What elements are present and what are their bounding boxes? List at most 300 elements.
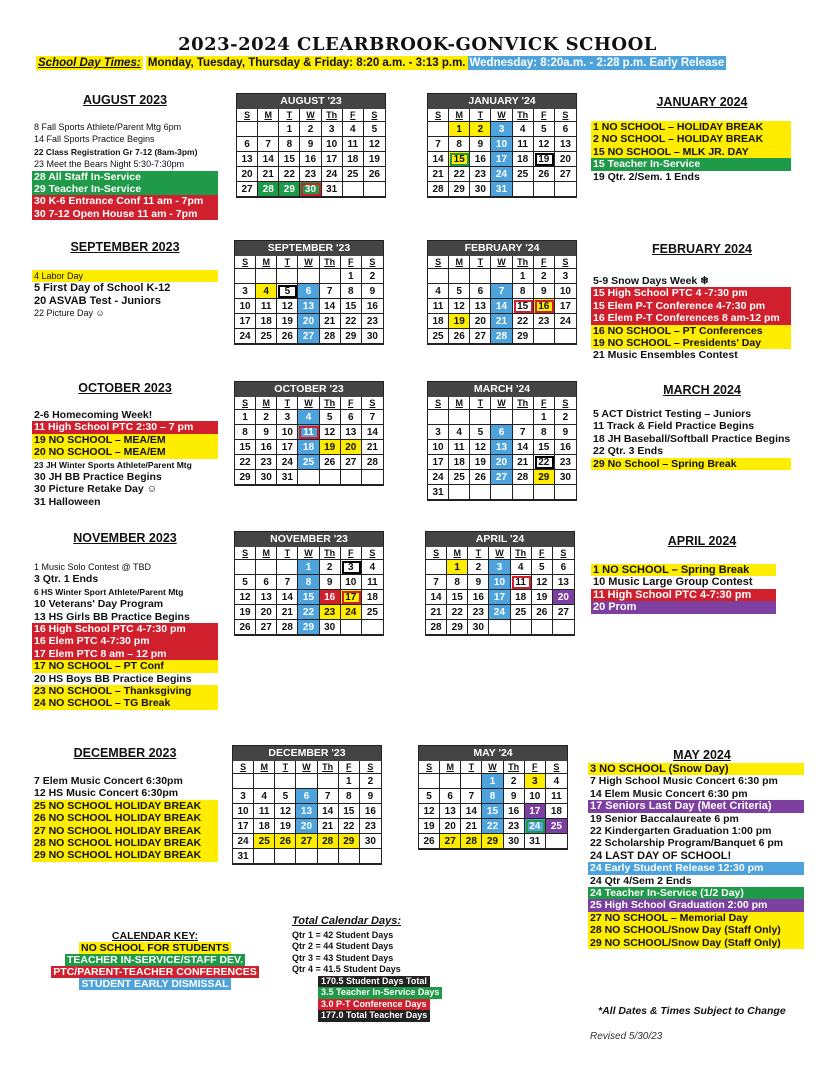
calendar-day: 12	[275, 804, 296, 819]
event-item: 5 ACT District Testing – Juniors	[593, 408, 752, 420]
calendar-header: NOVEMBER '23	[235, 532, 383, 547]
calendar-day	[235, 269, 256, 284]
calendar-day: 11	[298, 425, 319, 440]
event-item: 13 HS Girls BB Practice Begins	[34, 610, 190, 623]
calendar-day: 19	[470, 455, 491, 470]
calendar-day	[461, 774, 482, 789]
calendar-day	[254, 849, 275, 864]
calendar-day: 10	[341, 575, 362, 590]
calendar-apr	[425, 531, 575, 636]
events-dec	[32, 775, 218, 862]
calendar-day: 26	[534, 167, 555, 182]
calendar-day: 1	[534, 410, 555, 425]
calendar-day: 13	[341, 425, 362, 440]
calendar-day: 15	[534, 440, 555, 455]
weekday-label: M	[449, 256, 470, 269]
calendar-day: 16	[362, 299, 383, 314]
calendar-day: 13	[237, 152, 258, 167]
calendar-day: 24	[233, 834, 254, 849]
calendar-day: 10	[233, 804, 254, 819]
calendar-day: 2	[534, 269, 555, 284]
weekday-label: S	[364, 109, 385, 122]
calendar-day	[320, 470, 341, 485]
calendar-day: 17	[555, 299, 576, 314]
quarter-total: Qtr 4 = 41.5 Student Days	[292, 964, 401, 974]
calendar-day	[470, 485, 491, 500]
weekday-label: S	[546, 761, 567, 774]
calendar-day: 8	[339, 789, 360, 804]
calendar-day: 8	[482, 789, 503, 804]
calendar-day: 20	[296, 819, 317, 834]
event-item: 20 HS Boys BB Practice Begins	[34, 672, 192, 685]
calendar-day: 4	[256, 284, 277, 299]
calendar-day: 14	[277, 590, 298, 605]
calendar-day: 20	[470, 314, 491, 329]
calendar-day: 7	[258, 137, 279, 152]
calendar-day: 18	[343, 152, 364, 167]
calendar-day: 16	[300, 152, 321, 167]
calendar-header: JANUARY '24	[428, 94, 576, 109]
calendar-day: 26	[419, 834, 440, 849]
weekday-label: S	[235, 397, 256, 410]
calendar-day: 24	[235, 329, 256, 344]
calendar-day: 10	[322, 137, 343, 152]
calendar-day	[318, 849, 339, 864]
calendar-day: 25	[428, 329, 449, 344]
calendar-day: 16	[555, 440, 576, 455]
weekday-label: F	[341, 256, 362, 269]
weekday-label: W	[489, 547, 510, 560]
event-item: 22 Qtr. 3 Ends	[593, 445, 664, 458]
calendar-day: 3	[341, 560, 362, 575]
calendar-day: 27	[553, 605, 574, 620]
calendar-day: 17	[491, 152, 512, 167]
calendar-day: 1	[482, 774, 503, 789]
calendar-day: 31	[277, 470, 298, 485]
weekday-label: W	[298, 547, 319, 560]
calendar-day: 11	[546, 789, 567, 804]
weekday-label: F	[343, 109, 364, 122]
calendar-day: 29	[279, 182, 300, 197]
events-jan	[591, 121, 791, 183]
key-item: STUDENT EARLY DISMISSAL	[81, 978, 229, 990]
calendar-day: 2	[360, 774, 381, 789]
event-item: 15 Elem P-T Conference 4-7:30 pm	[591, 300, 791, 312]
revised-date: Revised 5/30/23	[590, 1031, 663, 1042]
calendar-day: 23	[504, 819, 525, 834]
calendar-day: 24	[489, 605, 510, 620]
calendar-day	[428, 269, 449, 284]
calendar-dec	[232, 745, 382, 865]
event-item: 30 JH BB Practice Begins	[34, 471, 162, 484]
calendar-day: 19	[419, 819, 440, 834]
event-item: 21 Music Ensembles Contest	[593, 349, 738, 362]
events-feb	[591, 275, 791, 362]
event-item: 10 Veterans' Day Program	[34, 598, 164, 611]
weekday-label: M	[256, 397, 277, 410]
calendar-day: 15	[235, 440, 256, 455]
calendar-day: 18	[428, 314, 449, 329]
calendar-day: 25	[449, 470, 470, 485]
calendar-day: 25	[256, 329, 277, 344]
calendar-day: 1	[235, 410, 256, 425]
event-item: 30 K-6 Entrance Conf 11 am - 7pm	[32, 195, 218, 207]
weekday-label: W	[300, 109, 321, 122]
weekday-label: F	[534, 397, 555, 410]
calendar-day: 2	[555, 410, 576, 425]
event-item: 2-6 Homecoming Week!	[34, 409, 153, 421]
event-item: 30 Picture Retake Day ☺	[34, 483, 158, 496]
calendar-day: 12	[534, 137, 555, 152]
calendar-day: 3	[555, 269, 576, 284]
calendar-day: 1	[447, 560, 468, 575]
calendar-day	[341, 470, 362, 485]
weekday-label: Th	[320, 256, 341, 269]
calendar-day: 3	[489, 560, 510, 575]
event-item: 4 Labor Day	[32, 270, 218, 282]
calendar-day: 13	[553, 575, 574, 590]
calendar-day: 30	[362, 329, 383, 344]
calendar-header: AUGUST '23	[237, 94, 385, 109]
calendar-day: 5	[277, 284, 298, 299]
event-item: 31 Halloween	[34, 495, 101, 508]
calendar-day	[428, 410, 449, 425]
event-item: 7 High School Music Concert 6:30 pm	[590, 775, 778, 788]
calendar-day: 14	[428, 152, 449, 167]
calendar-day: 28	[320, 329, 341, 344]
calendar-day: 19	[320, 440, 341, 455]
event-item: 16 Elem PTC 4-7:30 pm	[32, 635, 218, 647]
calendar-day: 18	[362, 590, 383, 605]
event-item: 29 Teacher In-Service	[32, 183, 218, 195]
key-item: PTC/PARENT-TEACHER CONFERENCES	[53, 966, 257, 978]
calendar-day: 11	[513, 137, 534, 152]
weekday-label: T	[277, 397, 298, 410]
calendar-day: 25	[343, 167, 364, 182]
calendar-day: 21	[320, 314, 341, 329]
calendar-day: 5	[532, 560, 553, 575]
calendar-day: 15	[447, 590, 468, 605]
calendar-day: 22	[482, 819, 503, 834]
events-oct	[32, 409, 218, 508]
calendar-day: 27	[298, 329, 319, 344]
title-feb: FEBRUARY 2024	[651, 242, 753, 256]
calendar-day: 7	[428, 137, 449, 152]
calendar-header: MARCH '24	[428, 382, 576, 397]
calendar-day	[254, 774, 275, 789]
weekday-label: T	[470, 109, 491, 122]
total-box: 177.0 Total Teacher Days	[318, 1010, 430, 1022]
calendar-day: 24	[277, 455, 298, 470]
calendar-day: 13	[440, 804, 461, 819]
calendar-day: 9	[300, 137, 321, 152]
event-item: 14 Elem Music Concert 6:30 pm	[590, 787, 748, 800]
calendar-day: 30	[468, 620, 489, 635]
calendar-day: 22	[341, 314, 362, 329]
calendar-day: 11	[428, 299, 449, 314]
weekday-label: S	[428, 109, 449, 122]
calendar-day: 14	[258, 152, 279, 167]
calendar-day: 20	[491, 455, 512, 470]
calendar-day: 7	[426, 575, 447, 590]
calendar-day: 25	[513, 167, 534, 182]
calendar-day: 11	[511, 575, 532, 590]
calendar-day	[489, 620, 510, 635]
events-sep	[32, 270, 218, 320]
calendar-day: 18	[254, 819, 275, 834]
weekday-label: F	[534, 109, 555, 122]
event-item: 3 NO SCHOOL (Snow Day)	[588, 763, 804, 775]
calendar-day: 15	[339, 804, 360, 819]
events-apr	[591, 564, 776, 614]
weekday-label: F	[525, 761, 546, 774]
school-day-times	[36, 57, 726, 69]
calendar-day	[491, 269, 512, 284]
calendar-day: 8	[449, 137, 470, 152]
calendar-day: 18	[298, 440, 319, 455]
calendar-day: 2	[468, 560, 489, 575]
calendar-day: 12	[449, 299, 470, 314]
calendar-day: 1	[513, 269, 534, 284]
calendar-day: 27	[237, 182, 258, 197]
calendar-day	[426, 560, 447, 575]
calendar-day: 9	[470, 137, 491, 152]
calendar-day: 28	[277, 620, 298, 635]
calendar-day: 29	[513, 329, 534, 344]
calendar-day: 9	[362, 284, 383, 299]
weekday-label: M	[449, 109, 470, 122]
calendar-day: 16	[534, 299, 555, 314]
calendar-day	[511, 620, 532, 635]
quarter-total: Qtr 3 = 43 Student Days	[292, 952, 394, 963]
calendar-day: 29	[534, 470, 555, 485]
calendar-day: 23	[534, 314, 555, 329]
calendar-day: 19	[534, 152, 555, 167]
event-item: 1 Music Solo Contest @ TBD	[34, 562, 152, 572]
weekday-label: W	[298, 256, 319, 269]
calendar-day	[237, 122, 258, 137]
event-item: 30 7-12 Open House 11 am - 7pm	[32, 208, 218, 220]
calendar-day: 2	[320, 560, 341, 575]
calendar-day: 7	[318, 789, 339, 804]
calendar-nov	[234, 531, 384, 636]
calendar-day: 10	[277, 425, 298, 440]
calendar-day: 22	[534, 455, 555, 470]
weekday-label: F	[341, 397, 362, 410]
calendar-day: 28	[258, 182, 279, 197]
calendar-day: 28	[491, 329, 512, 344]
event-item: 17 NO SCHOOL – PT Conf	[32, 660, 218, 672]
calendar-day: 16	[360, 804, 381, 819]
weekday-label: S	[362, 547, 383, 560]
calendar-day: 30	[256, 470, 277, 485]
calendar-day: 23	[362, 314, 383, 329]
calendar-day: 28	[428, 182, 449, 197]
total-box: 3.5 Teacher In-Service Days	[318, 987, 442, 999]
event-item: 1 NO SCHOOL – Spring Break	[591, 564, 776, 576]
calendar-day	[298, 269, 319, 284]
calendar-day: 26	[532, 605, 553, 620]
calendar-header: SEPTEMBER '23	[235, 241, 383, 256]
calendar-day	[258, 122, 279, 137]
weekday-label: W	[491, 256, 512, 269]
weekday-label: S	[362, 397, 383, 410]
calendar-day: 21	[428, 167, 449, 182]
calendar-day: 15	[513, 299, 534, 314]
calendar-day	[553, 620, 574, 635]
calendar-day: 29	[235, 470, 256, 485]
calendar-day: 16	[320, 590, 341, 605]
calendar-day: 12	[364, 137, 385, 152]
event-item: 24 NO SCHOOL – TG Break	[32, 697, 218, 709]
event-item: 15 High School PTC 4 -7:30 pm	[591, 287, 791, 299]
event-item: 25 High School Graduation 2:00 pm	[588, 899, 804, 911]
events-may	[588, 763, 804, 949]
calendar-day: 17	[322, 152, 343, 167]
event-item: 24 Teacher In-Service (1/2 Day)	[588, 887, 804, 899]
calendar-day: 17	[489, 590, 510, 605]
calendar-day: 21	[461, 819, 482, 834]
calendar-day: 31	[491, 182, 512, 197]
event-item: 11 Track & Field Practice Begins	[593, 420, 755, 433]
calendar-day: 6	[553, 560, 574, 575]
calendar-day: 9	[555, 425, 576, 440]
calendar-day: 18	[449, 455, 470, 470]
calendar-day: 14	[426, 590, 447, 605]
calendar-day: 20	[237, 167, 258, 182]
calendar-day: 23	[468, 605, 489, 620]
weekday-label: T	[277, 256, 298, 269]
event-item: 28 NO SCHOOL/Snow Day (Staff Only)	[588, 924, 804, 936]
title-apr: APRIL 2024	[667, 534, 737, 548]
calendar-day: 9	[320, 575, 341, 590]
totals-boxes	[318, 976, 492, 1022]
calendar-day: 11	[254, 804, 275, 819]
weekday-label: S	[555, 109, 576, 122]
calendar-day: 19	[532, 590, 553, 605]
calendar-day: 25	[254, 834, 275, 849]
calendar-day: 15	[341, 299, 362, 314]
calendar-day	[449, 485, 470, 500]
calendar-day: 3	[525, 774, 546, 789]
calendar-may	[418, 745, 568, 850]
calendar-day	[343, 182, 364, 197]
event-item: 5 First Day of School K-12	[34, 282, 171, 295]
calendar-day: 6	[298, 284, 319, 299]
calendar-day: 29	[339, 834, 360, 849]
weekday-label: S	[553, 547, 574, 560]
calendar-day	[320, 269, 341, 284]
calendar-day: 18	[256, 314, 277, 329]
event-item: 26 NO SCHOOL HOLIDAY BREAK	[32, 812, 218, 824]
calendar-day: 4	[298, 410, 319, 425]
weekday-label: F	[341, 547, 362, 560]
calendar-day: 31	[233, 849, 254, 864]
calendar-day: 19	[449, 314, 470, 329]
calendar-day: 25	[546, 819, 567, 834]
calendar-day	[360, 849, 381, 864]
calendar-day: 18	[511, 590, 532, 605]
calendar-day: 30	[320, 620, 341, 635]
event-item: 27 NO SCHOOL HOLIDAY BREAK	[32, 825, 218, 837]
weekday-label: S	[233, 761, 254, 774]
calendar-day: 4	[362, 560, 383, 575]
calendar-day: 13	[256, 590, 277, 605]
calendar-day: 16	[504, 804, 525, 819]
event-item: 5-9 Snow Days Week ❄	[593, 275, 709, 287]
calendar-day: 1	[279, 122, 300, 137]
event-item: 3 Qtr. 1 Ends	[34, 573, 99, 586]
event-item: 20 Prom	[591, 601, 776, 613]
weekday-label: M	[440, 761, 461, 774]
calendar-day: 22	[449, 167, 470, 182]
calendar-key	[40, 930, 270, 990]
calendar-day: 23	[256, 455, 277, 470]
calendar-day: 17	[525, 804, 546, 819]
event-item: 23 Meet the Bears Night 5:30-7:30pm	[34, 159, 185, 170]
calendar-day: 2	[470, 122, 491, 137]
calendar-day: 6	[491, 425, 512, 440]
event-item: 22 Kindergarten Graduation 1:00 pm	[590, 825, 772, 838]
calendar-day: 22	[513, 314, 534, 329]
title-mar: MARCH 2024	[663, 383, 741, 397]
weekday-label: T	[461, 761, 482, 774]
calendar-day: 5	[449, 284, 470, 299]
calendar-day: 6	[440, 789, 461, 804]
calendar-day: 30	[300, 182, 321, 197]
weekday-label: S	[237, 109, 258, 122]
weekday-label: Th	[504, 761, 525, 774]
calendar-day	[341, 620, 362, 635]
event-item: 25 NO SCHOOL HOLIDAY BREAK	[32, 800, 218, 812]
weekday-label: W	[491, 397, 512, 410]
calendar-jan	[427, 93, 577, 198]
calendar-day: 8	[513, 284, 534, 299]
event-item: 8 Fall Sports Athlete/Parent Mtg 6pm	[34, 122, 182, 132]
event-item: 29 NO SCHOOL/Snow Day (Staff Only)	[588, 937, 804, 949]
event-item: 15 NO SCHOOL – MLK JR. DAY	[591, 146, 791, 158]
event-item: 1 NO SCHOOL – HOLIDAY BREAK	[591, 121, 791, 133]
calendar-day	[470, 269, 491, 284]
calendar-day: 24	[525, 819, 546, 834]
calendar-day: 17	[235, 314, 256, 329]
calendar-day: 28	[426, 620, 447, 635]
calendar-day: 4	[511, 560, 532, 575]
calendar-day	[256, 269, 277, 284]
calendar-day: 15	[449, 152, 470, 167]
calendar-day: 28	[362, 455, 383, 470]
calendar-day: 7	[320, 284, 341, 299]
weekday-label: T	[470, 256, 491, 269]
calendar-day: 13	[470, 299, 491, 314]
calendar-day: 25	[511, 605, 532, 620]
calendar-day: 15	[482, 804, 503, 819]
calendar-header: MAY '24	[419, 746, 567, 761]
calendar-day: 1	[341, 269, 362, 284]
times-wed: Wednesday: 8:20a.m. - 2:28 p.m. Early Release	[469, 57, 725, 69]
calendar-day	[534, 485, 555, 500]
calendar-day	[275, 774, 296, 789]
calendar-day	[318, 774, 339, 789]
calendar-day: 4	[449, 425, 470, 440]
calendar-day	[296, 849, 317, 864]
weekday-label: W	[298, 397, 319, 410]
calendar-day: 30	[504, 834, 525, 849]
calendar-day: 31	[428, 485, 449, 500]
weekday-label: S	[428, 256, 449, 269]
calendar-day: 6	[237, 137, 258, 152]
event-item: 19 Senior Baccalaureate 6 pm	[590, 812, 739, 825]
